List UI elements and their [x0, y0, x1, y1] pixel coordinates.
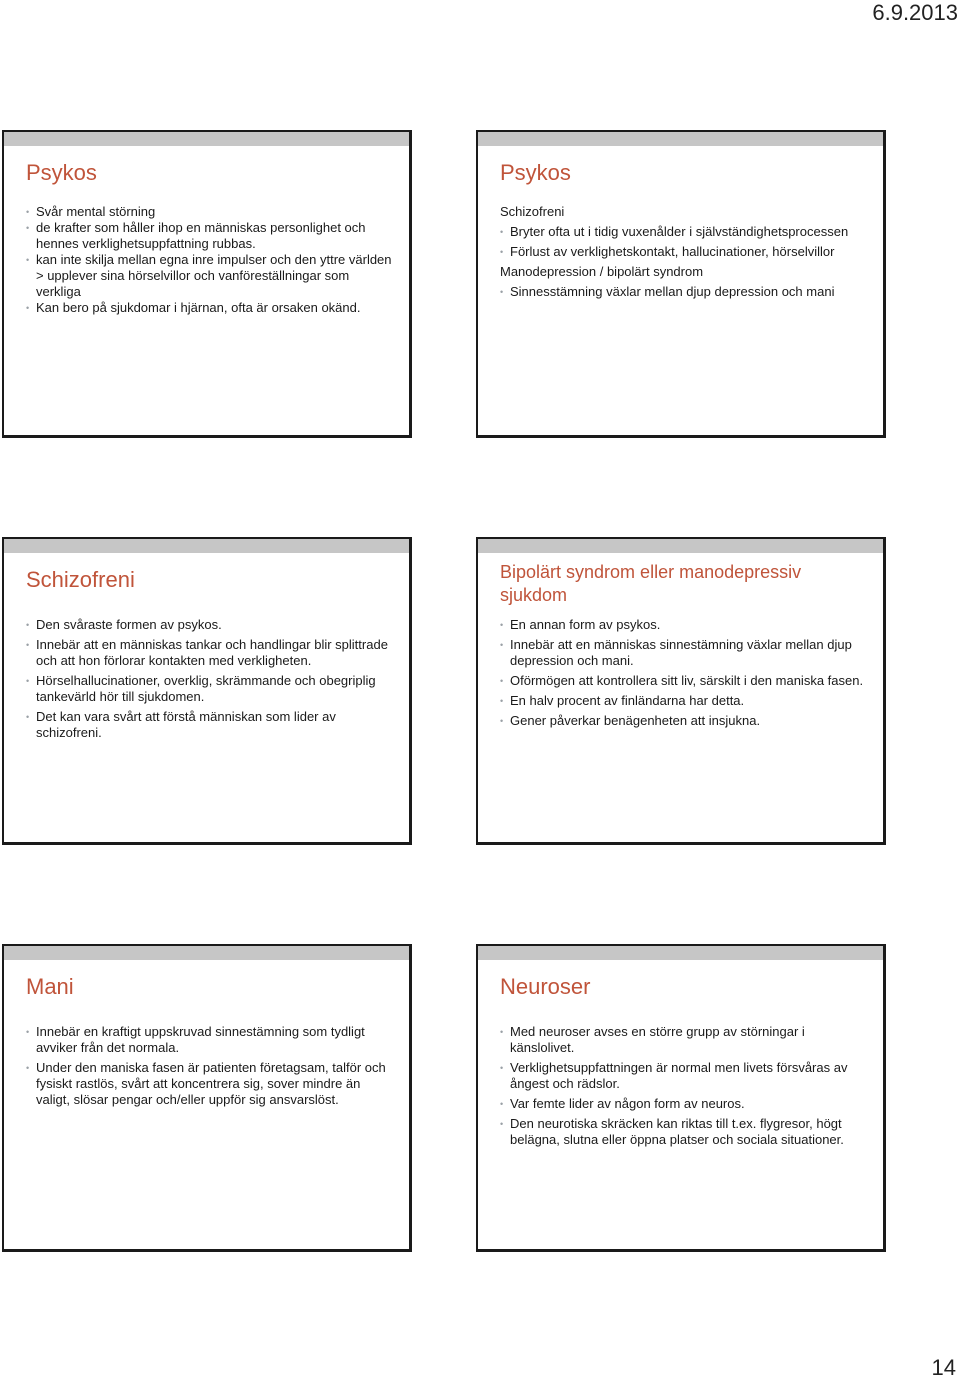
slide-psykos-1	[2, 130, 412, 438]
list-item: • Bryter ofta ut i tidig vuxenålder i självständighetsprocessen	[500, 224, 849, 239]
bullet-icon: •	[26, 207, 30, 217]
slide-schizofreni	[2, 537, 412, 845]
bullet-icon: •	[26, 303, 30, 313]
list-item: • Gener påverkar benägenheten att insjukna.	[500, 713, 761, 728]
bullet-icon: •	[26, 620, 30, 630]
list-item: • Innebär en kraftigt uppskruvad sinnestämning som tydligt avviker från det normala.	[26, 1024, 365, 1055]
slide-bipolart-syndrom	[476, 537, 886, 845]
bullet-icon: •	[500, 1063, 504, 1073]
bullet-icon: •	[26, 255, 30, 265]
slide-mani	[2, 944, 412, 1252]
slide-body	[26, 1024, 394, 1112]
bullet-icon: •	[500, 247, 504, 257]
slide-top-bar	[478, 130, 883, 146]
bullet-icon: •	[26, 223, 30, 233]
bullet-icon: •	[500, 1027, 504, 1037]
list-item: • Med neuroser avses en större grupp av störningar i känslolivet.	[500, 1024, 805, 1055]
list-item: • Den neurotiska skräcken kan riktas till t.ex. flygresor, högt belägna, slutna eller öppna platser och sociala situationer.	[500, 1116, 844, 1147]
list-item: • de krafter som håller ihop en människas personlighet och hennes verklighetsuppfattning rubbas.	[26, 220, 366, 251]
list-item: • Innebär att en människas tankar och handlingar blir splittrade och att hon förlorar kontakten med verkligheten.	[26, 637, 388, 668]
list-item: • Den svåraste formen av psykos.	[26, 617, 222, 632]
bullet-icon: •	[500, 620, 504, 630]
slide-body	[500, 617, 868, 733]
slide-title: Neuroser	[500, 974, 591, 999]
slide-title: Psykos	[26, 160, 97, 185]
bullet-icon: •	[500, 640, 504, 650]
list-item: • Under den maniska fasen är patienten företagsam, talför och fysiskt rastlös, svårt att koncentrera sig, sover mindre än valigt, slösar pengar och/eller uppför sig ansvarslöst.	[26, 1060, 386, 1107]
list-item: • Innebär att en människas sinnestämning växlar mellan djup depression och mani.	[500, 637, 852, 668]
list-item: • Verklighetsuppfattningen är normal men livets försvåras av ångest och rädslor.	[500, 1060, 848, 1091]
list-item: • Svår mental störning	[26, 204, 156, 219]
slide-top-bar	[4, 537, 409, 553]
page-date: 6.9.2013	[872, 0, 958, 25]
page-number: 14	[931, 1355, 956, 1380]
slide-body	[26, 617, 394, 745]
list-item: • Förlust av verklighetskontakt, hallucinationer, hörselvillor	[500, 244, 835, 259]
list-item: • Det kan vara svårt att förstå människan som lider av schizofreni.	[26, 709, 336, 740]
list-item: • En halv procent av finländarna har detta.	[500, 693, 745, 708]
bullet-icon: •	[500, 696, 504, 706]
list-item: • Oförmögen att kontrollera sitt liv, särskilt i den maniska fasen.	[500, 673, 864, 688]
bullet-icon: •	[26, 640, 30, 650]
bullet-icon: •	[26, 1063, 30, 1073]
list-item: • Var femte lider av någon form av neuros.	[500, 1096, 745, 1111]
slide-body	[26, 204, 394, 316]
list-item: • Kan bero på sjukdomar i hjärnan, ofta är orsaken okänd.	[26, 300, 361, 315]
slide-title: Schizofreni	[26, 567, 135, 592]
bullet-icon: •	[500, 227, 504, 237]
slide-neuroser	[476, 944, 886, 1252]
bullet-icon: •	[500, 1119, 504, 1129]
slide-top-bar	[4, 944, 409, 960]
list-item: • Sinnesstämning växlar mellan djup depression och mani	[500, 284, 835, 299]
bullet-icon: •	[26, 676, 30, 686]
bullet-icon: •	[500, 1099, 504, 1109]
list-item: • Hörselhallucinationer, overklig, skrämmande och obegriplig tankevärld hör till sjukdomen.	[26, 673, 376, 704]
slide-top-bar	[4, 130, 409, 146]
slide-title: Mani	[26, 974, 74, 999]
slide-title: Bipolärt syndrom eller manodepressiv sjukdom	[500, 562, 802, 605]
slide-top-bar	[478, 944, 883, 960]
bullet-icon: •	[500, 287, 504, 297]
list-item: • En annan form av psykos.	[500, 617, 661, 632]
bullet-icon: •	[500, 676, 504, 686]
bullet-icon: •	[500, 716, 504, 726]
bullet-icon: •	[26, 712, 30, 722]
slide-body	[500, 204, 868, 304]
list-item: • kan inte skilja mellan egna inre impulser och den yttre världen > upplever sina hörselvillor och vanföreställningar som verkliga	[26, 252, 392, 299]
list-heading: Manodepression / bipolärt syndrom	[500, 264, 704, 279]
slide-title: Psykos	[500, 160, 571, 185]
slide-top-bar	[478, 537, 883, 553]
list-heading: Schizofreni	[500, 204, 565, 219]
bullet-icon: •	[26, 1027, 30, 1037]
slide-body	[500, 1024, 868, 1152]
slide-psykos-2	[476, 130, 886, 438]
